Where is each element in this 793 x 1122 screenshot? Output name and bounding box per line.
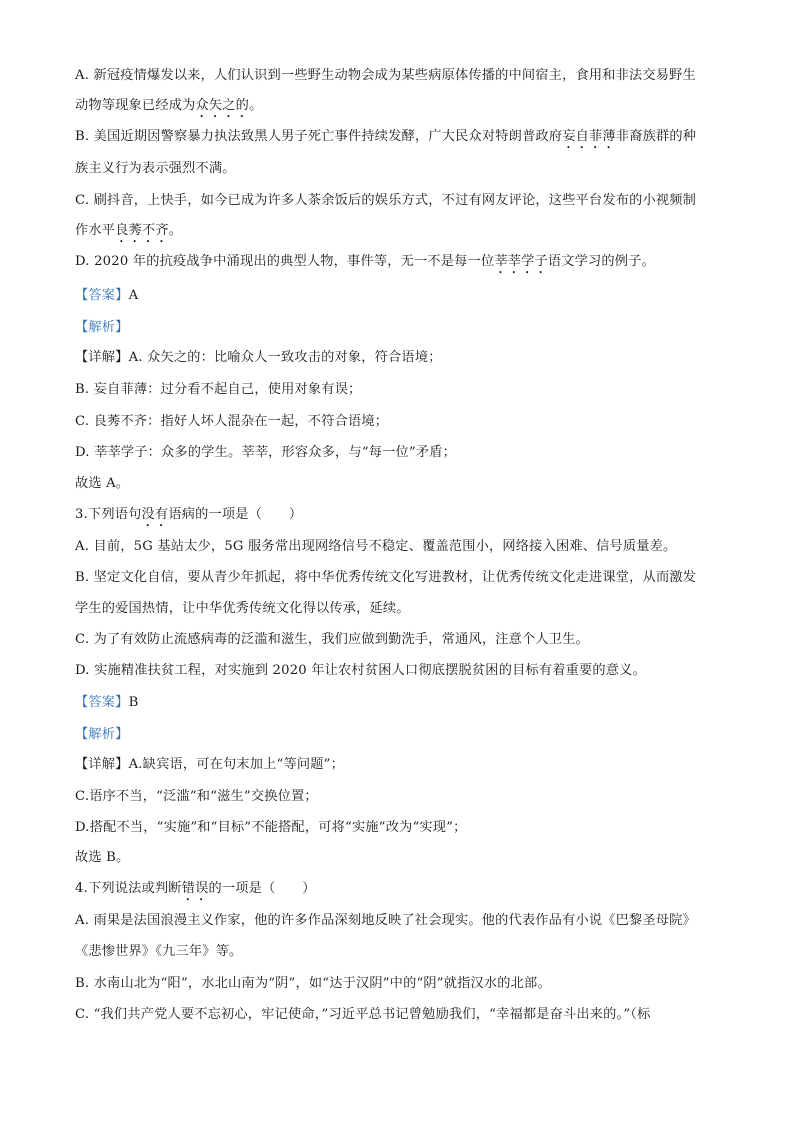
q2-detail-a: 【详解】A. 众矢之的：比喻众人一致攻击的对象，符合语境； [75,350,442,365]
q2-detail-b: B. 妄自菲薄：过分看不起自己，使用对象有误； [75,382,362,397]
q3-option-a: A. 目前，5G 基站太少，5G 服务常出现网络信号不稳定、覆盖范围小，网络接入困难、信号质量差。 [75,539,677,554]
q3-analysis-label: 【解析】 [75,727,129,742]
detail-label: 【详解】 [75,350,129,365]
answer-label: 【答案】 [75,695,129,710]
q2-option-c-line2: 作水平良莠不齐。 [75,223,183,238]
q2-answer [75,286,138,306]
q3-detail-a: 【详解】A.缺宾语，可在句末加上“等问题”； [75,757,344,772]
answer-label: 【答案】 [75,288,129,303]
q3-option-b-line1: B. 坚定文化自信，要从青少年抓起，将中华优秀传统文化写进教材，让优秀传统文化走进课堂，从而激发 [75,570,697,585]
detail-label: 【详解】 [75,757,129,772]
q3-detail-c: C.语序不当，“泛滥”和“滋生”交换位置； [75,789,318,804]
q4-option-c: C. “我们共产党人要不忘初心，牢记使命，”习近平总书记曾勉励我们，“幸福都是奋斗出来的。”（标 [75,1007,651,1022]
q2-option-b-line2: 族主义行为表示强烈不满。 [75,161,236,176]
q3-detail-d: D.搭配不当，“实施”和“目标”不能搭配，可将“实施”改为“实现”； [75,820,467,835]
q2-option-a-line2: 动物等现象已经成为众矢之的。 [75,98,263,113]
q4-option-a-line1: A. 雨果是法国浪漫主义作家，他的许多作品深刻地反映了社会现实。他的代表作品有小说《巴黎圣母院》 [75,913,696,928]
answer-value: B [128,695,139,710]
emphasis-text: 妄自菲薄 [562,129,616,144]
emphasis-text: 良莠不齐 [115,223,169,238]
q3-option-c: C. 为了有效防止流感病毒的泛滥和滋生，我们应做到勤洗手，常通风，注意个人卫生。 [75,632,589,647]
emphasis-text: 莘莘学子 [494,254,548,269]
q3-option-d: D. 实施精准扶贫工程，对实施到 2020 年让农村贫困人口彻底摆脱贫困的目标有着重要的意义。 [75,663,646,678]
q2-option-d: D. 2020 年的抗疫战争中涌现出的典型人物，事件等，无一不是每一位莘莘学子语文学习的例子。 [75,254,655,269]
q2-detail-conclusion: 故选 A。 [75,476,130,491]
q3-answer [75,693,138,713]
q4-stem: 4.下列说法或判断错误的一项是（ ） [75,881,316,896]
emphasis-text: 没有 [141,507,169,522]
answer-value: A [128,288,139,303]
q4-option-a-line2: 《悲惨世界》《九三年》等。 [75,944,243,959]
q3-option-b-line2: 学生的爱国热情，让中华优秀传统文化得以传承，延续。 [75,601,410,616]
q4-option-b: B. 水南山北为“阳”，水北山南为“阴”，如“达于汉阴”中的“阴”就指汉水的北部。 [75,976,551,991]
q2-analysis-label: 【解析】 [75,320,129,335]
q2-detail-d: D. 莘莘学子：众多的学生。莘莘，形容众多，与“每一位”矛盾； [75,445,457,460]
q2-detail-c: C. 良莠不齐：指好人坏人混杂在一起，不符合语境； [75,414,389,429]
q2-option-a-line1: A. 新冠疫情爆发以来，人们认识到一些野生动物会成为某些病原体传播的中间宿主，食用和非法交易野生 [75,68,696,83]
emphasis-text: 众矢之的 [195,98,250,113]
q3-detail-conclusion: 故选 B。 [75,850,130,865]
q3-stem: 3.下列语句没有语病的一项是（ ） [75,507,303,522]
emphasis-text: 错误 [181,881,209,896]
q2-option-b-line1: B. 美国近期因警察暴力执法致黑人男子死亡事件持续发酵，广大民众对特朗普政府妄自菲薄非裔族群的种 [75,129,697,144]
q2-option-c-line1: C. 刷抖音，上快手，如今已成为许多人茶余饭后的娱乐方式，不过有网友评论，这些平台发布的小视频制 [75,193,697,208]
